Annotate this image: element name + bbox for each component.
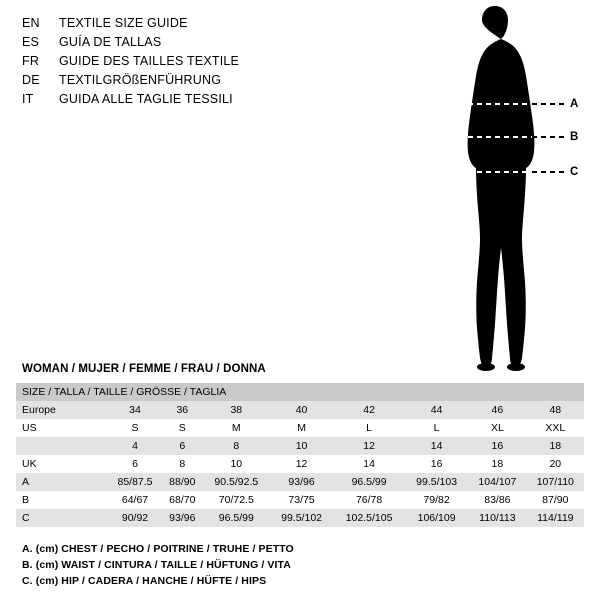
table-cell: 40 <box>270 401 333 419</box>
language-row <box>22 71 422 90</box>
table-row <box>16 491 584 509</box>
table-cell: 96.5/99 <box>203 509 271 527</box>
table-row <box>16 473 584 491</box>
row-label: C <box>16 509 108 527</box>
table-cell: 64/67 <box>108 491 162 509</box>
table-cell: 12 <box>270 455 333 473</box>
table-header-row <box>16 383 584 401</box>
language-header-list <box>22 14 422 109</box>
table-cell: 107/110 <box>527 473 584 491</box>
measurement-notes <box>22 541 522 589</box>
table-cell: 34 <box>108 401 162 419</box>
note-waist: B. (cm) WAIST / CINTURA / TAILLE / HÜFTUNG / VITA <box>22 559 291 571</box>
table-cell: 90/92 <box>108 509 162 527</box>
row-label: UK <box>16 455 108 473</box>
table-cell: 16 <box>405 455 468 473</box>
table-cell: 10 <box>203 455 271 473</box>
female-silhouette-icon <box>420 6 595 376</box>
language-code: IT <box>22 92 34 106</box>
table-cell: 93/96 <box>270 473 333 491</box>
table-cell: 106/109 <box>405 509 468 527</box>
table-cell: 12 <box>333 437 405 455</box>
table-cell: 48 <box>527 401 584 419</box>
table-cell: 8 <box>203 437 271 455</box>
table-cell: 73/75 <box>270 491 333 509</box>
table-cell: 20 <box>527 455 584 473</box>
table-cell: 104/107 <box>468 473 527 491</box>
table-cell: 8 <box>162 455 203 473</box>
table-cell: 83/86 <box>468 491 527 509</box>
table-cell: 96.5/99 <box>333 473 405 491</box>
row-label <box>16 437 108 455</box>
language-row <box>22 90 422 109</box>
measure-label-c: C <box>570 166 579 178</box>
table-cell: 44 <box>405 401 468 419</box>
language-row <box>22 33 422 52</box>
table-cell: 4 <box>108 437 162 455</box>
table-row <box>16 509 584 527</box>
table-cell: L <box>405 419 468 437</box>
language-code: ES <box>22 35 40 49</box>
table-cell: 79/82 <box>405 491 468 509</box>
table-cell: 16 <box>468 437 527 455</box>
table-cell: M <box>203 419 271 437</box>
table-cell: XXL <box>527 419 584 437</box>
row-label: A <box>16 473 108 491</box>
table-cell: 99.5/102 <box>270 509 333 527</box>
table-cell: 88/90 <box>162 473 203 491</box>
table-cell: XL <box>468 419 527 437</box>
table-cell: 68/70 <box>162 491 203 509</box>
female-figure-diagram <box>420 6 595 376</box>
table-cell: 93/96 <box>162 509 203 527</box>
table-cell: 18 <box>527 437 584 455</box>
table-cell: 38 <box>203 401 271 419</box>
note-chest: A. (cm) CHEST / PECHO / POITRINE / TRUHE / PETTO <box>22 543 294 555</box>
size-table <box>16 383 584 527</box>
table-cell: 6 <box>108 455 162 473</box>
row-label: US <box>16 419 108 437</box>
language-code: FR <box>22 54 40 68</box>
language-code: DE <box>22 73 40 87</box>
language-row <box>22 52 422 71</box>
table-cell: 102.5/105 <box>333 509 405 527</box>
table-cell: M <box>270 419 333 437</box>
table-cell: 14 <box>405 437 468 455</box>
row-label: Europe <box>16 401 108 419</box>
table-cell: 99.5/103 <box>405 473 468 491</box>
table-cell: 85/87.5 <box>108 473 162 491</box>
row-label: B <box>16 491 108 509</box>
table-cell: S <box>162 419 203 437</box>
table-row <box>16 455 584 473</box>
table-cell: 90.5/92.5 <box>203 473 271 491</box>
table-cell: 76/78 <box>333 491 405 509</box>
table-cell: L <box>333 419 405 437</box>
table-cell: 87/90 <box>527 491 584 509</box>
table-cell: 14 <box>333 455 405 473</box>
table-row <box>16 437 584 455</box>
language-title: GUÍA DE TALLAS <box>59 35 162 49</box>
language-row <box>22 14 422 33</box>
woman-section-heading: WOMAN / MUJER / FEMME / FRAU / DONNA <box>22 363 266 375</box>
language-title: GUIDE DES TAILLES TEXTILE <box>59 54 240 68</box>
measure-label-a: A <box>570 98 579 110</box>
language-code: EN <box>22 16 40 30</box>
table-cell: 70/72.5 <box>203 491 271 509</box>
table-cell: 36 <box>162 401 203 419</box>
table-cell: 46 <box>468 401 527 419</box>
table-cell: 110/113 <box>468 509 527 527</box>
table-cell: S <box>108 419 162 437</box>
language-title: GUIDA ALLE TAGLIE TESSILI <box>59 92 233 106</box>
table-header-label: SIZE / TALLA / TAILLE / GRÖSSE / TAGLIA <box>16 383 584 401</box>
table-cell: 6 <box>162 437 203 455</box>
table-row <box>16 401 584 419</box>
note-hip: C. (cm) HIP / CADERA / HANCHE / HÜFTE / HIPS <box>22 575 267 587</box>
measure-label-b: B <box>570 131 579 143</box>
table-cell: 18 <box>468 455 527 473</box>
table-cell: 114/119 <box>527 509 584 527</box>
table-row <box>16 419 584 437</box>
language-title: TEXTILGRÖßENFÜHRUNG <box>59 73 222 87</box>
language-title: TEXTILE SIZE GUIDE <box>59 16 188 30</box>
table-cell: 42 <box>333 401 405 419</box>
table-cell: 10 <box>270 437 333 455</box>
